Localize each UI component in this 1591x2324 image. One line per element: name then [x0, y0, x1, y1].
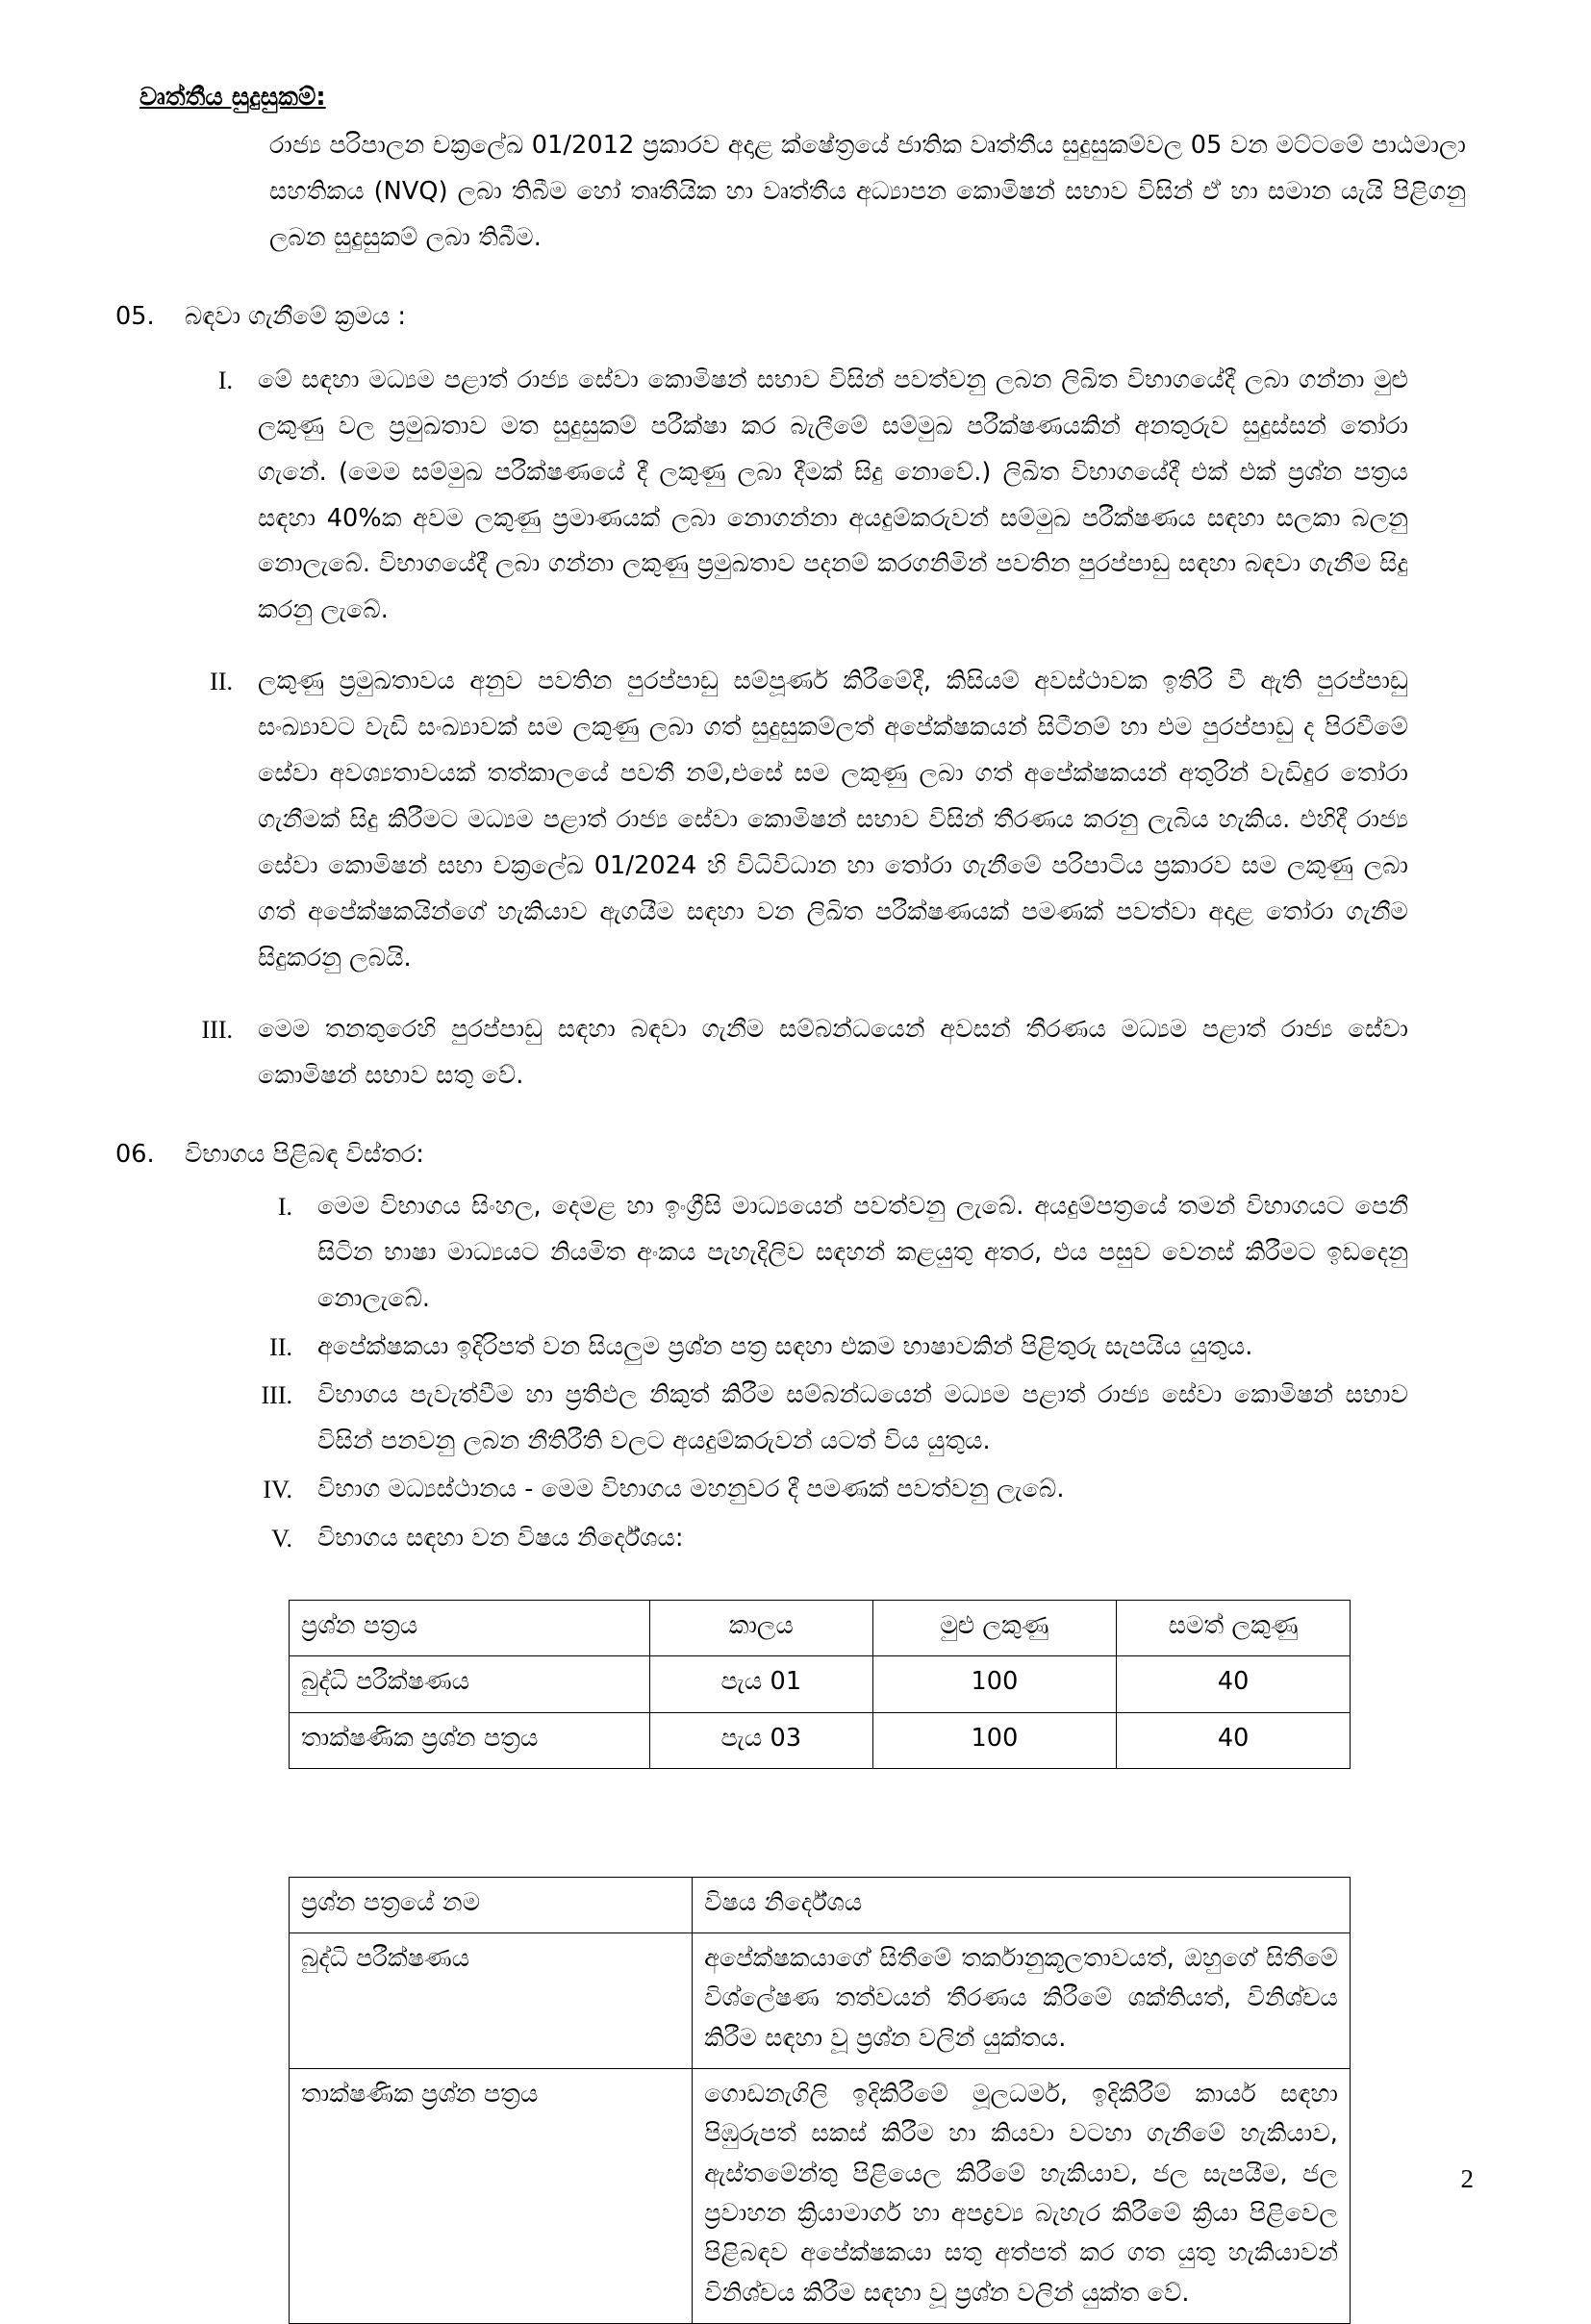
professional-qualifications-block: [115, 75, 1476, 262]
professional-qualifications-body: රාජ්‍ය පරිපාලන චක්‍රලේඛ 01/2012 ප්‍රකාරව අදාළ ක්ෂේත්‍රයේ ජාතික වෘත්තීය සුදුසුකම්වල 05 වන මට්ටමේ පාඨමාලා සහතිකය (NVQ) ලබා තිබීම හෝ තෘතීයික හා වෘත්තීය අධ්‍යාපන කොමිෂන් සභාව විසින් ඒ හා සමාන යැයි පිළිගනු ලබන සුදුසුකම් ලබා තිබීම.: [269, 130, 1466, 252]
list-item: [169, 1007, 1408, 1099]
table-row: [290, 1933, 1351, 2069]
list-marker: V.: [271, 1525, 292, 1554]
list-marker: III.: [261, 1381, 292, 1410]
column-header-pass-marks: සමත් ලකුණු: [1117, 1601, 1351, 1656]
column-header-paper: ප්‍රශ්න පත්‍රය: [290, 1601, 650, 1656]
section-06-header: [115, 1132, 1476, 1178]
list-item: [229, 1516, 1408, 1563]
cell-paper-name: බුද්ධි පරීක්ෂණය: [290, 1933, 693, 2069]
section-06-list: [115, 1184, 1476, 1563]
list-item: [229, 1373, 1408, 1465]
section-06-title: විභාගය පිළිබඳ විස්තර:: [185, 1139, 424, 1169]
column-header-syllabus: විෂය නිර්දේශය: [693, 1877, 1351, 1932]
cell-duration: පැය 03: [650, 1712, 873, 1768]
syllabus-table-wrapper: [289, 1877, 1351, 2324]
syllabus-table: [289, 1877, 1351, 2324]
table-header-row: [290, 1877, 1351, 1932]
table-row: [290, 1712, 1351, 1768]
list-item-text: ලකුණු ප්‍රමුඛතාවය අනුව පවතින පුරප්පාඩු සම්පූර්ණ කිරීමේදී, කිසියම් අවස්ථාවක ඉතිරි වී ඇති පුරප්පාඩු සංඛ්‍යාවට වැඩි සංඛ්‍යාවක් සම ලකුණු ලබා ගත් සුදුසුකම්ලත් අපේක්ෂකයන් සිටීනම් හා එම පුරප්පාඩු ද පිරවීමේ සේවා අවශ්‍යතාවයක් තත්කාලයේ පවතී නම්,එසේ සම ලකුණු ලබා ගත් අපේක්ෂකයන් අතුරින් වැඩිදුර තෝරා ගැනීමක් සිදු කිරීමට මධ්‍යම පළාත් රාජ්‍ය සේවා කොමිෂන් සභාව විසින් තීරණය කරනු ලැබිය හැකිය. එහිදී රාජ්‍ය සේවා කොමිෂන් සභා චක්‍රලේඛ 01/2024 හි විධිවිධාන හා තෝරා ගැනීමේ පරිපාටිය ප්‍රකාරව සම ලකුණු ලබා ගත් අපේක්ෂකයින්ගේ හැකියාව ඇගයීම සඳහා වන ලිඛිත පරීක්ෂණයක් පමණක් පවත්වා අදාළ තෝරා ගැනීම සිදුකරනු ලබයි.: [258, 667, 1408, 973]
list-item: [229, 1184, 1408, 1323]
section-05-title: බඳවා ගැනීමේ ක්‍රමය :: [185, 301, 406, 331]
list-item-text: මෙම තනතුරෙහි පුරප්පාඩු සඳහා බඳවා ගැනීම සම්බන්ධයෙන් අවසන් තීරණය මධ්‍යම පළාත් රාජ්‍ය සේවා කොමිෂන් සභාව සතු වේ.: [258, 1014, 1408, 1090]
list-marker: IV.: [263, 1476, 292, 1504]
section-05-number: 05.: [115, 301, 155, 331]
list-item-text: අපේක්ෂකයා ඉදිරිපත් වන සියලුම ප්‍රශ්න පත්‍ර සඳහා එකම භාෂාවකින් පිළිතුරු සැපයිය යුතුය.: [317, 1331, 1253, 1361]
section-05-header: [115, 294, 1476, 341]
cell-total-marks: 100: [872, 1656, 1117, 1712]
professional-qualifications-heading: වෘත්තීය සුදුසුකම්:: [139, 83, 326, 112]
list-marker: I.: [277, 1192, 292, 1221]
list-item: [169, 358, 1408, 635]
section-06-number: 06.: [115, 1139, 155, 1169]
cell-paper-name: තාක්ෂණික ප්‍රශ්න පත්‍රය: [290, 2069, 693, 2324]
section-05-list: [115, 358, 1476, 1099]
column-header-duration: කාලය: [650, 1601, 873, 1656]
page-number: 2: [1460, 2164, 1474, 2193]
list-item-text: මෙම විභාගය සිංහල, දෙමළ හා ඉංග්‍රීසි මාධ්‍යයෙන් පවත්වනු ලැබේ. අයදුම්පත්‍රයේ තමන් විභාගයට පෙනී සිටින භාෂා මාධ්‍යයට නියමිත අංකය පැහැදිලිව සඳහන් කළයුතු අතර, එය පසුව වෙනස් කිරීමට ඉඩදෙනු නොලැබේ.: [317, 1191, 1408, 1313]
cell-pass-marks: 40: [1117, 1712, 1351, 1768]
list-item-text: විභාග මධ්‍යස්ථානය - මෙම විභාගය මහනුවර දී පමණක් පවත්වනු ලැබේ.: [317, 1475, 1065, 1504]
cell-syllabus: ගොඩනැගිලි ඉදිකිරීමේ මූලධර්ම, ඉදිකිරීම් කාර්ය සඳහා පිඹුරුපත් සකස් කිරීම හා කියවා වටහා ගැනීමේ හැකියාව, ඇස්තමේන්තු පිළියෙල කිරීමේ හැකියාව, ජල සැපයීම, ජල ප්‍රවාහන ක්‍රියාමාර්ග හා අපද්‍රව්‍ය බැහැර කිරීමේ ක්‍රියා පිළිවෙල පිළිබඳව අපේක්ෂකයා සතු අත්පත් කර ගත යුතු හැකියාවන් විනිශ්චය කිරීම සඳහා වූ ප්‍රශ්න වලින් යුක්ත වේ.: [693, 2069, 1351, 2324]
cell-pass-marks: 40: [1117, 1656, 1351, 1712]
table-row: [290, 1656, 1351, 1712]
list-item-text: විභාගය සඳහා වන විෂය නිර්දේශය:: [317, 1524, 684, 1554]
cell-total-marks: 100: [872, 1712, 1117, 1768]
list-item-text: මේ සඳහා මධ්‍යම පළාත් රාජ්‍ය සේවා කොමිෂන් සභාව විසින් පවත්වනු ලබන ලිඛිත විභාගයේදී ලබා ගන්නා මුළු ලකුණු වල ප්‍රමුඛතාව මත සුදුසුකම් පරීක්ෂා කර බැලීමේ සම්මුඛ පරීක්ෂණයකින් අනතුරුව සුදුස්සන් තෝරා ගැනේ. (මෙම සම්මුඛ පරීක්ෂණයේ දී ලකුණු ලබා දීමක් සිදු නොවේ.) ලිඛිත විභාගයේදී එක් එක් ප්‍රශ්න පත්‍රය සඳහා 40%ක අවම ලකුණු ප්‍රමාණයක් ලබා නොගන්නා අයදුම්කරුවන් සම්මුඛ පරීක්ෂණය සඳහා සලකා බලනු නොලැබේ. විභාගයේදී ලබා ගන්නා ලකුණු ප්‍රමුඛතාව පදනම් කරගනිමින් පවතින පුරප්පාඩු සඳහා බඳවා ගැනීම සිදු කරනු ලැබේ.: [258, 365, 1408, 625]
exam-structure-table: [289, 1600, 1351, 1769]
cell-syllabus: අපේක්ෂකයාගේ සිතීමේ තර්කානුකූලතාවයත්, ඔහුගේ සිතීමේ විශ්ලේෂණ තත්වයන් තීරණය කිරීමේ ශක්තියත්, විනිශ්චය කිරීම සඳහා වූ ප්‍රශ්න වලින් යුක්තය.: [693, 1933, 1351, 2069]
column-header-total-marks: මුළු ලකුණු: [872, 1601, 1117, 1656]
exam-structure-table-wrapper: [289, 1600, 1351, 1769]
table-header-row: [290, 1601, 1351, 1656]
list-item: [229, 1467, 1408, 1514]
cell-paper: තාක්ෂණික ප්‍රශ්න පත්‍රය: [290, 1712, 650, 1768]
list-item: [229, 1325, 1408, 1372]
column-header-paper-name: ප්‍රශ්න පත්‍රයේ නම: [290, 1877, 693, 1932]
list-marker: I.: [217, 366, 233, 394]
cell-duration: පැය 01: [650, 1656, 873, 1712]
list-marker: II.: [269, 1332, 292, 1361]
table-row: [290, 2069, 1351, 2324]
list-marker: II.: [210, 668, 233, 696]
list-item-text: විභාගය පැවැත්වීම හා ප්‍රතිඵල නිකුත් කිරීම සම්බන්ධයෙන් මධ්‍යම පළාත් රාජ්‍ය සේවා කොමිෂන් සභාව විසින් පනවනු ලබන නීතිරීති වලට අයදුම්කරුවන් යටත් විය යුතුය.: [317, 1380, 1408, 1456]
cell-paper: බුද්ධි පරීක්ෂණය: [290, 1656, 650, 1712]
list-item: [169, 659, 1408, 982]
list-marker: III.: [201, 1015, 233, 1044]
